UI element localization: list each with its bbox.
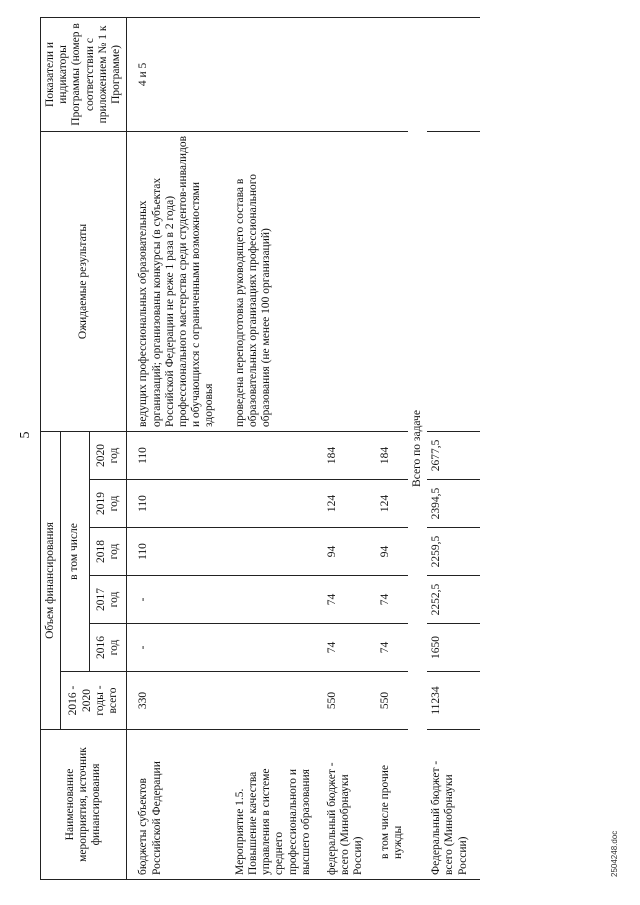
row-name: бюджеты субъектов Российской Федерации (127, 730, 220, 880)
header-year-2016: 2016 год (89, 624, 126, 672)
header-name: Наименование мероприятия, источник финансирования (41, 730, 127, 880)
funding-table (40, 17, 480, 880)
row-2020: 184 (316, 431, 369, 479)
row-2019: 124 (316, 480, 369, 528)
row-2017: - (127, 576, 220, 624)
footer-doc-code: 2504248.doc (610, 830, 619, 877)
document-page (10, 5, 630, 885)
header-year-2020: 2020 год (89, 431, 126, 479)
row-name: в том числе прочие нужды (369, 730, 408, 880)
row-2016: 74 (316, 624, 369, 672)
header-year-2018: 2018 год (89, 528, 126, 576)
row-total: 550 (369, 672, 408, 730)
table-row (220, 17, 316, 879)
header-indicators: Показатели и индикаторы Программы (номер в соответствии с приложением № 1 к Программе) (41, 17, 127, 131)
summary-2016: 1650 (427, 624, 480, 672)
summary-2020: 2677,5 (427, 431, 480, 479)
summary-2017: 2252,5 (427, 576, 480, 624)
row-2020 (220, 431, 316, 479)
row-indicator: 4 и 5 (127, 17, 408, 131)
summary-indicator (427, 17, 480, 131)
row-2016: - (127, 624, 220, 672)
header-year-2019: 2019 год (89, 480, 126, 528)
summary-name: Федеральный бюджет - всего (Минобрнауки России) (427, 730, 480, 880)
row-2016: 74 (369, 624, 408, 672)
row-2020: 110 (127, 431, 220, 479)
row-name: Мероприятие 1.5. Повышение качества управления в системе среднего профессионального и высшего образования (220, 730, 316, 880)
row-2017: 74 (316, 576, 369, 624)
row-2020: 184 (369, 431, 408, 479)
row-2018: 94 (316, 528, 369, 576)
summary-result (427, 131, 480, 431)
summary-2019: 2394,5 (427, 480, 480, 528)
row-result: проведена переподготовка руководящего состава в образовательных организациях профессионального образования (не менее 100 организаций) (220, 131, 408, 431)
row-2019: 124 (369, 480, 408, 528)
row-result: ведущих профессиональных образовательных организаций; организованы конкурсы (в субъектах Российской Федерации не реже 1 раза в 2 года) профессионального мастерства среди студентов-инвалидов и обучающихся с ограниченными возможностями здоровья (127, 131, 220, 431)
row-2018 (220, 528, 316, 576)
summary-total: 11234 (427, 672, 480, 730)
summary-label-row (408, 17, 427, 879)
row-2018: 110 (127, 528, 220, 576)
row-name: федеральный бюджет - всего (Минобрнауки России) (316, 730, 369, 880)
summary-label: Всего по задаче (408, 17, 427, 879)
header-funding-group: Объем финансирования (41, 431, 61, 729)
row-2018: 94 (369, 528, 408, 576)
header-including: в том числе (61, 431, 90, 671)
row-2017: 74 (369, 576, 408, 624)
page-number: 5 (18, 431, 33, 439)
row-total (220, 672, 316, 730)
summary-2018: 2259,5 (427, 528, 480, 576)
table-row-summary (427, 17, 480, 879)
row-2019: 110 (127, 480, 220, 528)
table-row (127, 17, 220, 879)
row-total: 330 (127, 672, 220, 730)
header-total: 2016 - 2020 годы - всего (61, 672, 127, 730)
row-2019 (220, 480, 316, 528)
header-year-2017: 2017 год (89, 576, 126, 624)
row-total: 550 (316, 672, 369, 730)
row-2016 (220, 624, 316, 672)
row-2017 (220, 576, 316, 624)
header-results: Ожидаемые результаты (41, 131, 127, 431)
